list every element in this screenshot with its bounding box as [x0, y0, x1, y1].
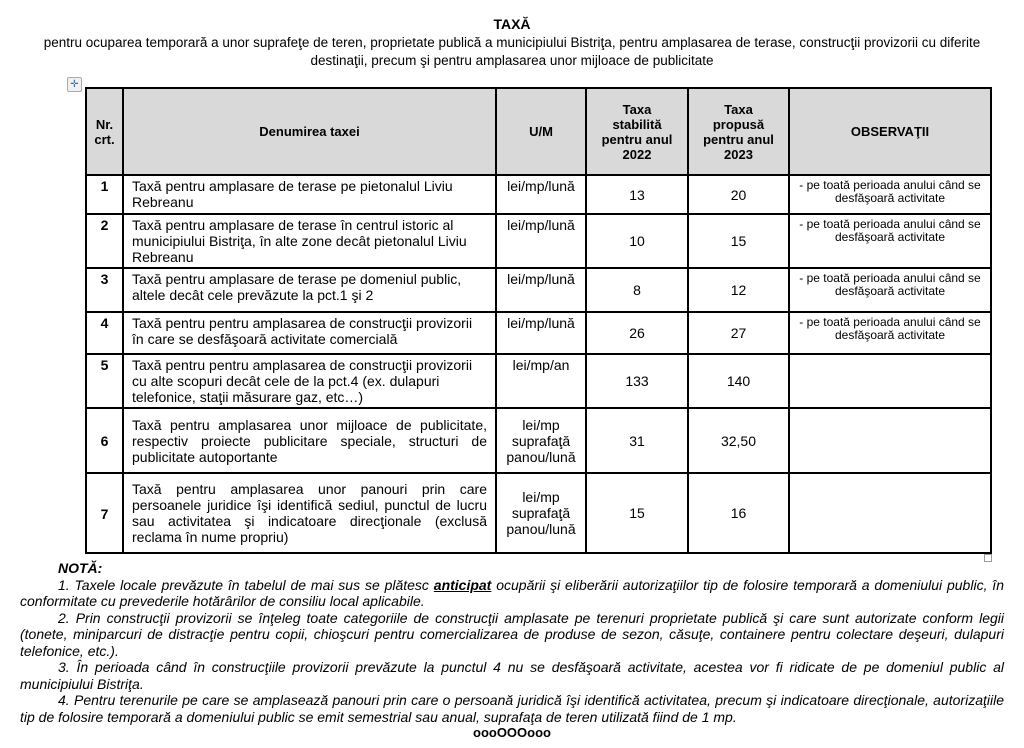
cell-obs: - pe toată perioada anului când se desfăşoară activitate	[789, 175, 991, 214]
cell-tax-2022: 133	[586, 354, 688, 408]
col-header-observatii: OBSERVAŢII	[789, 88, 991, 175]
cell-nr: 5	[86, 354, 123, 408]
cell-name: Taxă pentru amplasare de terase pe domeniul public, altele decât cele prevăzute la pct.1 şi 2	[123, 268, 496, 312]
cell-tax-2023: 140	[688, 354, 789, 408]
table-row	[86, 312, 991, 354]
document-title: TAXĂ	[493, 16, 531, 32]
cell-um: lei/mp/lună	[496, 214, 586, 268]
col-header-taxa-2022: Taxa stabilită pentru anul 2022	[586, 88, 688, 175]
note-paragraph-2: 2. Prin construcţii provizorii se înţeleg toate categoriile de construcţii amplasate pe terenuri proprietate publică şi care sunt autorizate conform legii (tonete, miniparcuri de distracţie pentru copii, chioşcuri pentru comercializarea de produse de sezon, căsuţe, containere pentru colectare deşeuri, dulapuri telefonice, etc.).	[20, 609, 1004, 659]
cell-name: Taxă pentru pentru amplasarea de construcţii provizorii cu alte scopuri decât cele de la pct.4 (ex. dulapuri telefonice, staţii măsurare gaz, etc…)	[123, 354, 496, 408]
table-row	[86, 175, 991, 214]
table-resize-handle[interactable]	[984, 554, 992, 562]
cell-um: lei/mp/an	[496, 354, 586, 408]
cell-obs: - pe toată perioada anului când se desfăşoară activitate	[789, 312, 991, 354]
cell-name: Taxă pentru amplasarea unor panouri prin care persoanele juridice îşi identifică sediul, punctul de lucru sau activitatea şi indicatoare direcţionale (exclusă reclama în nume propriu)	[123, 473, 496, 553]
table-row	[86, 214, 991, 268]
tax-table	[85, 87, 992, 554]
cell-obs: - pe toată perioada anului când se desfăşoară activitate	[789, 214, 991, 268]
cell-obs	[789, 408, 991, 473]
cell-name: Taxă pentru amplasarea unor mijloace de publicitate, respectiv proiecte publicitare speciale, structuri de publicitate autoportante	[123, 408, 496, 473]
cell-nr: 2	[86, 214, 123, 268]
cell-um: lei/mp/lună	[496, 268, 586, 312]
document-end-mark: oooOOOooo	[473, 725, 551, 740]
cell-name: Taxă pentru pentru amplasarea de construcţii provizorii în care se desfăşoară activitate comercială	[123, 312, 496, 354]
col-header-taxa-2023: Taxa propusă pentru anul 2023	[688, 88, 789, 175]
cell-obs: - pe toată perioada anului când se desfăşoară activitate	[789, 268, 991, 312]
col-header-um: U/M	[496, 88, 586, 175]
cell-nr: 3	[86, 268, 123, 312]
table-move-handle-icon[interactable]: ✛	[67, 77, 82, 92]
note-1-emphasis: anticipat	[433, 576, 492, 593]
cell-tax-2022: 15	[586, 473, 688, 553]
cell-tax-2023: 16	[688, 473, 789, 553]
cell-tax-2023: 20	[688, 175, 789, 214]
table-header-row	[86, 88, 991, 175]
cell-obs	[789, 473, 991, 553]
table-row	[86, 408, 991, 473]
cell-tax-2023: 32,50	[688, 408, 789, 473]
cell-tax-2023: 15	[688, 214, 789, 268]
note-1-suffix: ocupării şi eliberării autorizaţiilor tip de folosire temporară a domeniului public, în conformitate cu prevederile hotărârilor de consiliu local aplicabile.	[20, 576, 1004, 609]
note-paragraph-1	[20, 577, 1004, 610]
cell-tax-2023: 12	[688, 268, 789, 312]
cell-um: lei/mp suprafaţă panou/lună	[496, 473, 586, 553]
table-row	[86, 473, 991, 553]
cell-um: lei/mp/lună	[496, 175, 586, 214]
cell-nr: 4	[86, 312, 123, 354]
cell-obs	[789, 354, 991, 408]
nota-label: NOTĂ:	[58, 560, 103, 576]
cell-tax-2023: 27	[688, 312, 789, 354]
note-paragraph-4: 4. Pentru terenurile pe care se amplasează panouri prin care o persoană juridică îşi identifică activitatea, precum şi indicatoare direcţionale, autorizaţiile tip de folosire temporară a domeniului public se emit semestrial sau anual, suprafaţa de teren utilizată fiind de 1 mp.	[20, 692, 1004, 725]
cell-tax-2022: 13	[586, 175, 688, 214]
cell-tax-2022: 26	[586, 312, 688, 354]
col-header-denumirea-taxei: Denumirea taxei	[123, 88, 496, 175]
tax-table-container	[70, 79, 990, 554]
cell-name: Taxă pentru amplasare de terase pe pietonalul Liviu Rebreanu	[123, 175, 496, 214]
cell-um: lei/mp/lună	[496, 312, 586, 354]
cell-tax-2022: 8	[586, 268, 688, 312]
table-row	[86, 268, 991, 312]
cell-tax-2022: 10	[586, 214, 688, 268]
note-paragraph-3: 3. În perioada când în construcţiile provizorii prevăzute la punctul 4 nu se desfăşoară activitate, acestea vor fi ridicate de pe domeniul public al municipiului Bistriţa.	[20, 659, 1004, 692]
col-header-nr-crt: Nr. crt.	[86, 88, 123, 175]
note-1-prefix: 1. Taxele locale prevăzute în tabelul de mai sus se plătesc	[58, 576, 434, 593]
cell-nr: 6	[86, 408, 123, 473]
cell-um: lei/mp suprafaţă panou/lună	[496, 408, 586, 473]
document-subtitle: pentru ocuparea temporară a unor suprafeţe de teren, proprietate publică a municipiului Bistriţa, pentru amplasarea de terase, construcţii provizorii cu diferite destinaţii, precum şi pentru amplasarea unor mijloace de publicitate	[43, 35, 981, 68]
cell-nr: 7	[86, 473, 123, 553]
table-row	[86, 354, 991, 408]
cell-tax-2022: 31	[586, 408, 688, 473]
notes-section	[20, 560, 1004, 725]
cell-nr: 1	[86, 175, 123, 214]
document-page	[0, 16, 1024, 748]
cell-name: Taxă pentru amplasare de terase în centrul istoric al municipiului Bistriţa, în alte zone decât pietonalul Liviu Rebreanu	[123, 214, 496, 268]
